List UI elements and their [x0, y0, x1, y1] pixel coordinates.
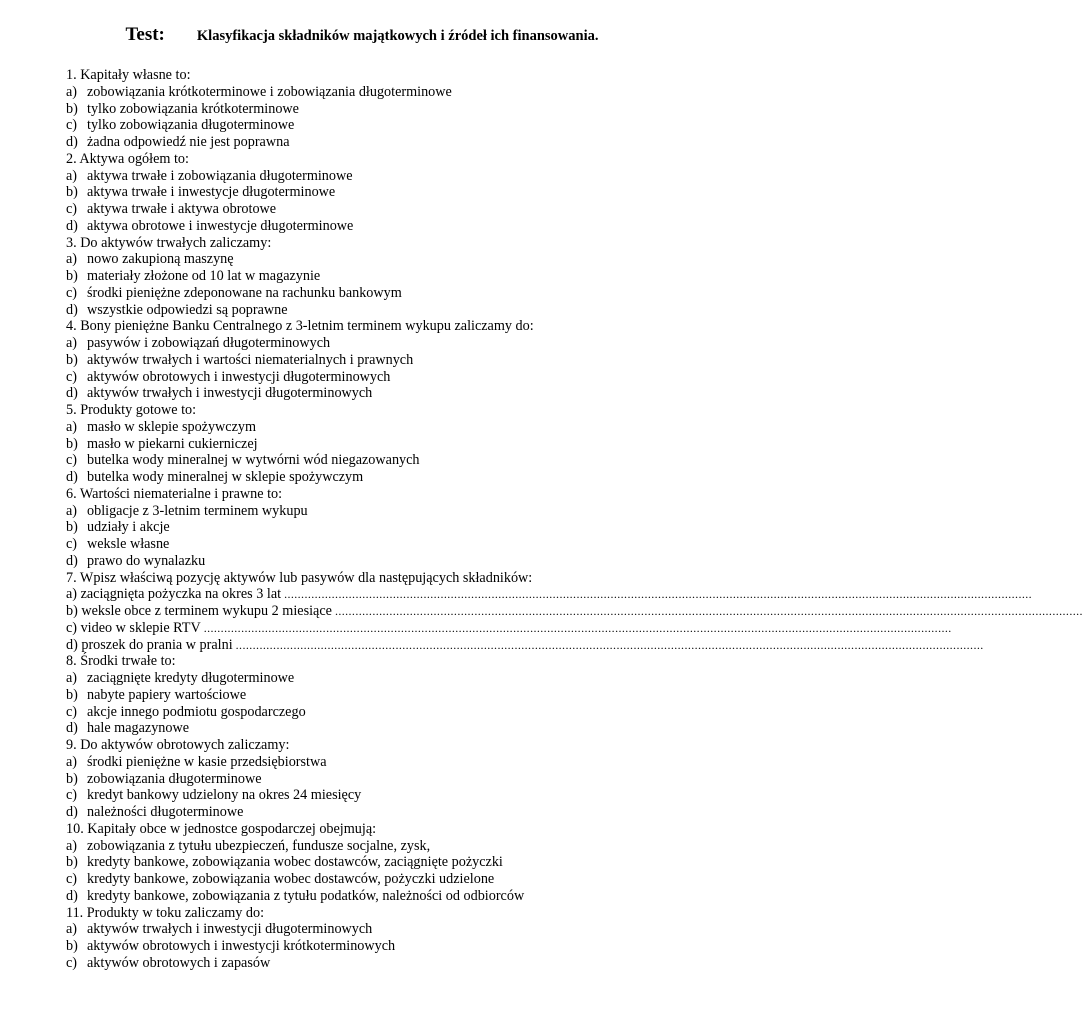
- answer-letter: c): [66, 703, 78, 720]
- answer-text: pasywów i zobowiązań długoterminowych: [87, 335, 331, 351]
- answer-letter: d): [66, 804, 78, 820]
- answer-text: masło w piekarni cukierniczej: [87, 435, 258, 452]
- answer-option: [66, 854, 646, 871]
- answer-letter: d): [66, 469, 78, 485]
- answer-option: [66, 335, 646, 352]
- answer-letter: d): [66, 301, 78, 318]
- answer-blank-line[interactable]: ............................................................................................................................................................................................................................: [334, 604, 1083, 618]
- answer-option: [66, 553, 646, 570]
- answer-blank-line[interactable]: ............................................................................................................................................................................................................................: [235, 637, 984, 652]
- answer-letter: b): [66, 351, 78, 368]
- answer-option: [66, 218, 646, 235]
- answer-text: aktywa trwałe i zobowiązania długoterminowe: [87, 167, 353, 184]
- question-text: 11. Produkty w toku zaliczamy do:: [66, 904, 265, 921]
- answer-text: weksle własne: [87, 536, 170, 552]
- answer-text: aktywów obrotowych i zapasów: [87, 954, 271, 971]
- answer-text: środki pieniężne w kasie przedsiębiorstwa: [87, 753, 327, 770]
- answer-option: [66, 134, 646, 151]
- answer-letter: c): [66, 536, 78, 552]
- answer-option: [66, 84, 646, 101]
- answer-letter: d): [66, 217, 78, 234]
- answer-letter: b): [66, 854, 78, 871]
- question-list: [66, 67, 1083, 972]
- answer-text: nowo zakupioną maszynę: [87, 251, 234, 268]
- answer-blank-line[interactable]: ............................................................................................................................................................................................................................: [284, 587, 1033, 602]
- answer-letter: c): [66, 117, 78, 134]
- answer-option: [66, 704, 646, 721]
- answer-letter: a): [66, 921, 78, 938]
- test-label: Test:: [125, 24, 165, 45]
- answer-letter: d): [66, 552, 78, 569]
- answer-option: [66, 955, 646, 972]
- answer-text: zobowiązania krótkoterminowe i zobowiązania długoterminowe: [87, 83, 452, 100]
- answer-letter: a): [66, 502, 78, 519]
- answer-text: tylko zobowiązania długoterminowe: [87, 117, 295, 134]
- answer-text: zaciągnięte kredyty długoterminowe: [87, 670, 295, 686]
- answer-blank-line[interactable]: ............................................................................................................................................................................................................................: [203, 620, 952, 635]
- question-text: 10. Kapitały obce w jednostce gospodarczej obejmują:: [66, 820, 377, 837]
- fill-in-item: [66, 586, 1033, 603]
- answer-text: udziały i akcje: [87, 519, 170, 536]
- answer-option: [66, 469, 646, 486]
- answer-letter: a): [66, 670, 78, 686]
- answer-option: [66, 938, 646, 955]
- answer-text: aktywów trwałych i inwestycji długoterminowych: [87, 385, 373, 402]
- answer-option: [66, 787, 646, 804]
- answer-option: [66, 888, 646, 905]
- answer-letter: c): [66, 201, 78, 217]
- question-text: 8. Środki trwałe to:: [66, 653, 176, 670]
- answer-option: [66, 201, 646, 218]
- answer-text: nabyte papiery wartościowe: [87, 686, 247, 703]
- answer-letter: a): [66, 167, 78, 184]
- answer-option: [66, 385, 646, 402]
- answer-text: wszystkie odpowiedzi są poprawne: [87, 301, 288, 318]
- question-text: 5. Produkty gotowe to:: [66, 402, 197, 418]
- answer-text: żadna odpowiedź nie jest poprawna: [87, 134, 290, 150]
- answer-option: [66, 771, 646, 788]
- answer-text: aktywa trwałe i aktywa obrotowe: [87, 201, 277, 217]
- answer-option: [66, 302, 646, 319]
- answer-option: [66, 352, 646, 369]
- answer-text: kredyty bankowe, zobowiązania wobec dostawców, pożyczki udzielone: [87, 871, 495, 887]
- answer-option: [66, 871, 646, 888]
- answer-option: [66, 921, 646, 938]
- answer-letter: b): [66, 686, 78, 703]
- answer-letter: c): [66, 452, 78, 469]
- answer-text: należności długoterminowe: [87, 804, 244, 820]
- answer-text: kredyt bankowy udzielony na okres 24 miesięcy: [87, 787, 362, 804]
- answer-letter: a): [66, 251, 78, 268]
- answer-letter: b): [66, 435, 78, 452]
- answer-text: zobowiązania z tytułu ubezpieczeń, fundusze socjalne, zysk,: [87, 837, 431, 854]
- answer-text: akcje innego podmiotu gospodarczego: [87, 703, 306, 720]
- answer-letter: b): [66, 268, 78, 284]
- answer-text: hale magazynowe: [87, 720, 190, 737]
- answer-letter: a): [66, 837, 78, 854]
- question-text: 4. Bony pieniężne Banku Centralnego z 3-letnim terminem wykupu zaliczamy do:: [66, 318, 534, 335]
- answer-option: [66, 268, 646, 285]
- answer-option: [66, 503, 646, 520]
- answer-text: kredyty bankowe, zobowiązania z tytułu podatków, należności od odbiorców: [87, 887, 525, 904]
- answer-text: aktywów obrotowych i inwestycji długoterminowych: [87, 368, 391, 385]
- fill-in-text: b) weksle obce z terminem wykupu 2 miesiące: [66, 603, 332, 619]
- answer-text: aktywów trwałych i wartości niematerialnych i prawnych: [87, 351, 414, 368]
- answer-text: butelka wody mineralnej w sklepie spożywczym: [87, 469, 364, 485]
- answer-option: [66, 184, 646, 201]
- answer-letter: d): [66, 887, 78, 904]
- question-text: 6. Wartości niematerialne i prawne to:: [66, 485, 283, 502]
- answer-option: [66, 670, 646, 687]
- answer-text: butelka wody mineralnej w wytwórni wód niegazowanych: [87, 452, 420, 469]
- answer-text: materiały złożone od 10 lat w magazynie: [87, 268, 321, 284]
- fill-in-item: [66, 636, 984, 654]
- fill-in-text: a) zaciągnięta pożyczka na okres 3 lat: [66, 586, 282, 603]
- answer-text: masło w sklepie spożywczym: [87, 418, 257, 435]
- fill-in-item: [66, 603, 1083, 620]
- answer-text: środki pieniężne zdeponowane na rachunku bankowym: [87, 284, 402, 301]
- answer-text: tylko zobowiązania krótkoterminowe: [87, 100, 299, 117]
- answer-text: obligacje z 3-letnim terminem wykupu: [87, 502, 308, 519]
- answer-option: [66, 687, 646, 704]
- answer-letter: b): [66, 184, 78, 201]
- answer-option: [66, 369, 646, 386]
- question-text: 2. Aktywa ogółem to:: [66, 150, 189, 167]
- question-text: 3. Do aktywów trwałych zaliczamy:: [66, 234, 272, 251]
- answer-text: zobowiązania długoterminowe: [87, 770, 262, 787]
- document-header: [0, 24, 724, 46]
- answer-option: [66, 285, 646, 302]
- answer-letter: a): [66, 83, 78, 100]
- answer-letter: d): [66, 720, 78, 737]
- question-text: 7. Wpisz właściwą pozycję aktywów lub pasywów dla następujących składników:: [66, 569, 533, 586]
- answer-option: [66, 536, 646, 553]
- answer-letter: b): [66, 770, 78, 787]
- answer-letter: d): [66, 134, 78, 150]
- question-text: 9. Do aktywów obrotowych zaliczamy:: [66, 737, 290, 753]
- answer-option: [66, 251, 646, 268]
- answer-letter: a): [66, 335, 78, 351]
- answer-option: [66, 838, 646, 855]
- answer-option: [66, 419, 646, 436]
- answer-option: [66, 754, 646, 771]
- answer-letter: c): [66, 954, 78, 971]
- answer-text: aktywów obrotowych i inwestycji krótkoterminowych: [87, 938, 396, 954]
- answer-text: aktywa trwałe i inwestycje długoterminowe: [87, 184, 336, 201]
- answer-option: [66, 436, 646, 453]
- answer-letter: a): [66, 753, 78, 770]
- fill-in-text: c) video w sklepie RTV: [66, 619, 201, 636]
- answer-option: [66, 452, 646, 469]
- answer-text: prawo do wynalazku: [87, 552, 206, 569]
- fill-in-item: [66, 619, 952, 637]
- answer-letter: c): [66, 284, 78, 301]
- answer-letter: b): [66, 938, 78, 954]
- answer-option: [66, 101, 646, 118]
- answer-letter: d): [66, 385, 78, 402]
- answer-text: kredyty bankowe, zobowiązania wobec dostawców, zaciągnięte pożyczki: [87, 854, 503, 871]
- answer-letter: b): [66, 519, 78, 536]
- answer-option: [66, 804, 646, 821]
- answer-letter: c): [66, 368, 78, 385]
- test-title: Klasyfikacja składników majątkowych i źródeł ich finansowania.: [196, 28, 599, 44]
- question-text: 1. Kapitały własne to:: [66, 67, 191, 83]
- fill-in-text: d) proszek do prania w pralni: [66, 636, 233, 653]
- answer-option: [66, 519, 646, 536]
- answer-letter: a): [66, 418, 78, 435]
- answer-text: aktywa obrotowe i inwestycje długoterminowe: [87, 217, 354, 234]
- answer-text: aktywów trwałych i inwestycji długoterminowych: [87, 921, 373, 938]
- answer-option: [66, 168, 646, 185]
- answer-option: [66, 117, 646, 134]
- answer-letter: b): [66, 100, 78, 117]
- answer-letter: c): [66, 787, 78, 804]
- answer-option: [66, 720, 646, 737]
- answer-letter: c): [66, 871, 78, 887]
